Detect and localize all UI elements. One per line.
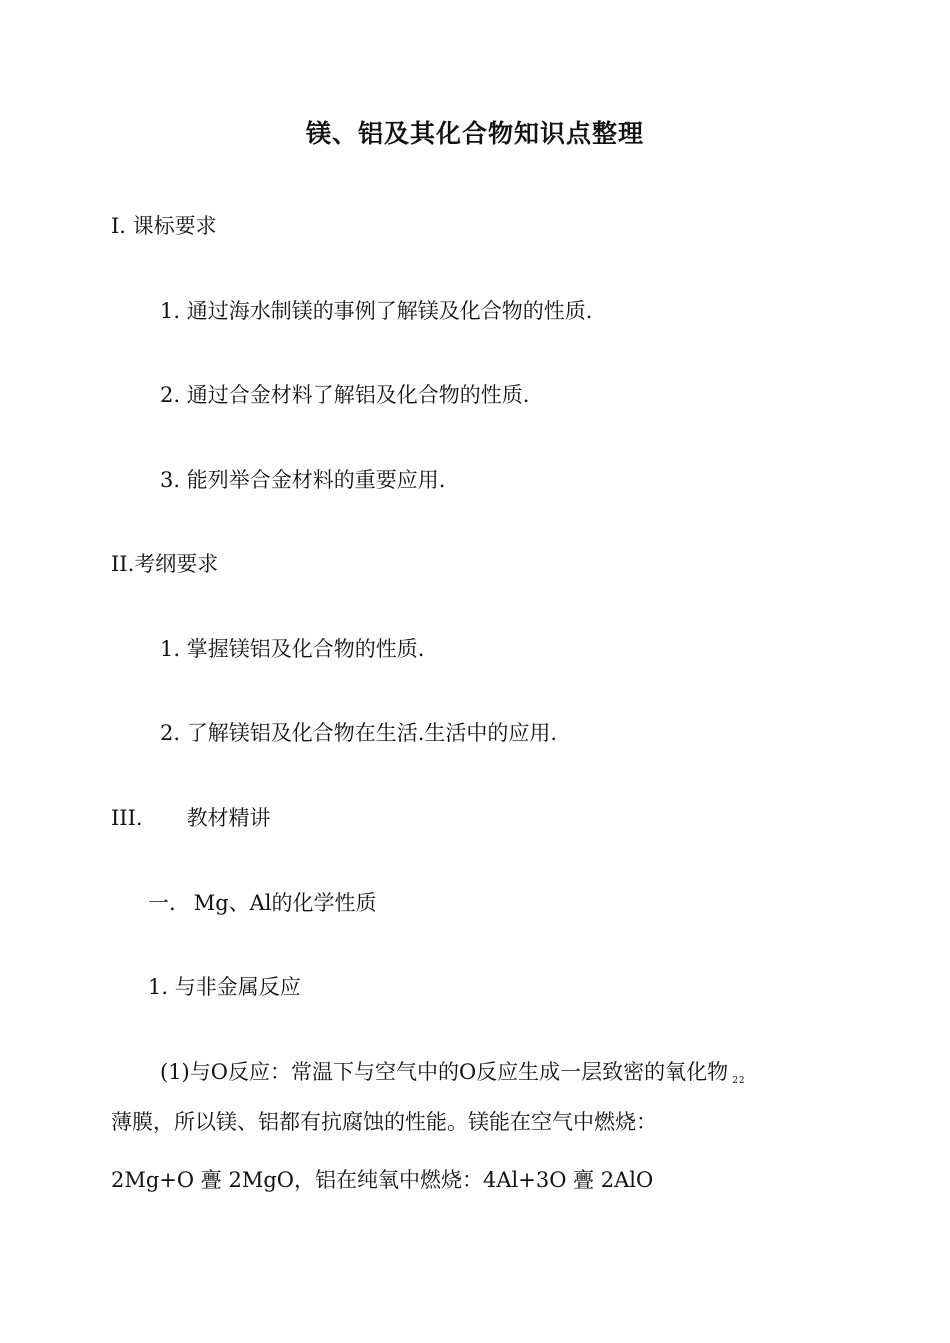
point-heading: 1. 与非金属反应 bbox=[148, 975, 301, 999]
list-item: 3. 能列举合金材料的重要应用. bbox=[160, 468, 446, 492]
list-item: 2. 通过合金材料了解铝及化合物的性质. bbox=[160, 383, 530, 407]
section-heading-curriculum: I. 课标要求 bbox=[111, 214, 217, 238]
subsection-heading bbox=[148, 889, 377, 917]
subsection-heading-text: Mg、Al的化学性质 bbox=[193, 891, 377, 915]
subscript-text: 22 bbox=[732, 1076, 746, 1086]
paragraph-text: (1)与O反应：常温下与空气中的O反应生成一层致密的氧化物 bbox=[160, 1060, 729, 1084]
section-heading-syllabus: II.考纲要求 bbox=[111, 552, 219, 576]
paragraph-line bbox=[160, 1058, 746, 1095]
list-item: 1. 通过海水制镁的事例了解镁及化合物的性质. bbox=[160, 299, 593, 323]
section-heading-text: 教材精讲 bbox=[186, 806, 271, 830]
document-title: 镁、铝及其化合物知识点整理 bbox=[305, 119, 644, 148]
list-item: 1. 掌握镁铝及化合物的性质. bbox=[160, 637, 425, 661]
equation-line: 2Mg+O 亹 2MgO，铝在纯氧中燃烧：4Al+3O 亹 2AlO bbox=[111, 1168, 654, 1192]
section-heading-textbook bbox=[111, 804, 271, 832]
subsection-numeral: 一. bbox=[148, 891, 176, 915]
paragraph-line: 薄膜，所以镁、铝都有抗腐蚀的性能。镁能在空气中燃烧： bbox=[111, 1110, 657, 1134]
list-item: 2. 了解镁铝及化合物在生活.生活中的应用. bbox=[160, 721, 558, 745]
section-numeral: III. bbox=[111, 806, 143, 830]
